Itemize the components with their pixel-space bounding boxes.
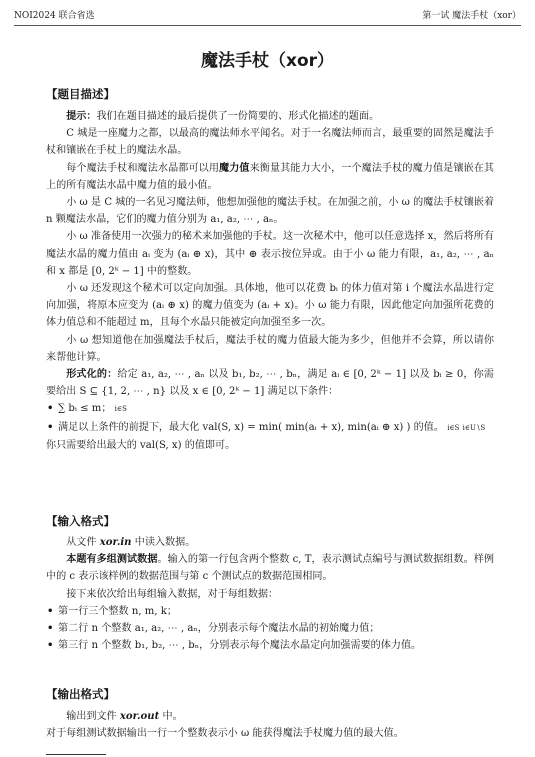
section-heading-input: 【输入格式】 [46,514,115,528]
condition-2-text: 满足以上条件的前提下，最大化 val(S, x) = min( min(aᵢ + x), min(aᵢ ⊕ x) ) 的值。 [58,421,444,433]
paragraph-2 [46,160,494,194]
paragraph-6: 小 ω 想知道他在加强魔法手杖后，魔法手杖的魔力值最大能为多少，但他并不会算，所以请你来帮他计算。 [46,334,494,363]
output-file-post: 中。 [159,711,183,722]
running-header [14,10,521,26]
output-description: 对于每组测试数据输出一行一个整数表示小 ω 能获得魔法手杖魔力值的最大值。 [46,728,404,740]
paragraph-1: C 城是一座魔力之都，以最高的魔法师水平闻名。对于一名魔法师而言，最重要的固然是魔法手杖和镶嵌在手杖上的魔法水晶。 [46,128,494,157]
final-line: 你只需要给出最大的 val(S, x) 的值即可。 [46,439,236,451]
input-file-post: 中读入数据。 [131,537,196,548]
input-body [46,534,494,654]
problem-title: 魔法手杖（xor） [200,51,335,71]
formal-text: 给定 a₁, a₂, ⋯ , aₙ 以及 b₁, b₂, ⋯ , bₙ，满足 aᵢ ∈ [0, 2ᵏ − 1] 以及 bᵢ ≥ 0，你需要给出 S ⊆ {1, 2, ⋯ , n} 以及 x ∈ [0, 2ᵏ − 1] 满足以下条件： [46,369,495,398]
input-item-1: • 第一行三个整数 n, m, k； [46,603,494,620]
output-file-pre: 输出到文件 [66,711,120,722]
paragraph-4: 小 ω 准备使用一次强力的秘术来加强他的手杖。这一次秘术中，他可以任意选择 x，然后将所有魔法水晶的魔力值由 aᵢ 变为 (aᵢ ⊕ x)，其中 ⊕ 表示按位异或。由于小 ω 能力有限，a₁, a₂, ⋯ , aₙ 和 x 都是 [0, 2ᵏ − 1] 中的整数。 [46,231,494,277]
hint-text: 我们在题目描述的最后提供了一份简要的、形式化描述的题面。 [96,111,380,122]
input-multitest-paragraph [46,551,494,585]
input-format-list [46,603,494,655]
section-heading-output: 【输出格式】 [46,687,115,701]
condition-item-1 [46,400,494,418]
output-file-line [46,708,494,725]
hint-paragraph [46,108,494,125]
paragraph-5: 小 ω 还发现这个秘术可以定向加强。具体地，他可以花费 bᵢ 的体力值对第 i 个魔法水晶进行定向加强，将原本应变为 (aᵢ ⊕ x) 的魔力值变为 (aᵢ + x)。小 ω 能力有限，因此他定向加强所花费的体力值总和不能超过 m，且每个水晶只能被定向加强至多一次。 [46,283,494,329]
output-filename: xor.out [119,711,160,722]
header-right: 第一试 魔法手杖（xor） [422,11,521,21]
condition-list [46,400,494,436]
paragraph-2-bold: 魔力值 [219,162,250,174]
input-intro-line: 接下来依次给出每组输入数据，对于每组数据： [66,588,279,600]
formal-paragraph [46,366,494,400]
paragraph-3: 小 ω 是 C 城的一名见习魔法师，他想加强他的魔法手杖。在加强之前，小 ω 的魔法手杖镶嵌着 n 颗魔法水晶，它们的魔力值分别为 a₁, a₂, ⋯ , aₙ。 [46,197,494,226]
multitest-bold: 本题有多组测试数据 [66,554,158,566]
header-left: NOI2024 联合省选 [14,11,95,21]
section-heading-description: 【题目描述】 [46,87,115,101]
condition-2-sub-1: i∈S [447,423,460,432]
paragraph-2-a: 每个魔法手杖和魔法水晶都可以用 [66,162,220,174]
hint-label: 提示： [66,111,97,122]
paragraph-2-c: 来衡量其能力大小，一个魔法手杖的魔力值是镶嵌在其上的所有魔法水晶中魔力值的最小值。 [46,162,495,191]
condition-item-2 [46,419,494,437]
input-item-3: • 第三行 n 个整数 b₁, b₂, ⋯ , bₙ，分别表示每个魔法水晶定向加强需要的体力值。 [46,637,494,654]
multitest-text: 。输入的第一行包含两个整数 c, T，表示测试点编号与测试数据组数。样例中的 c 表示该样例的数据范围与第 c 个测试点的数据范围相同。 [46,554,495,583]
condition-1-text: ∑ bᵢ ≤ m； [58,403,112,415]
condition-2-sub-2: i∈U∖S [462,423,486,432]
condition-1-sub: i∈S [114,405,127,414]
footnote-rule [46,754,106,755]
input-filename: xor.in [99,537,132,548]
formal-label: 形式化的： [66,369,118,381]
output-body [46,708,494,742]
description-body [46,108,494,454]
input-file-pre: 从文件 [66,537,100,548]
input-file-line [46,534,494,551]
input-item-2: • 第二行 n 个整数 a₁, a₂, ⋯ , aₙ，分别表示每个魔法水晶的初始魔力值； [46,620,494,637]
